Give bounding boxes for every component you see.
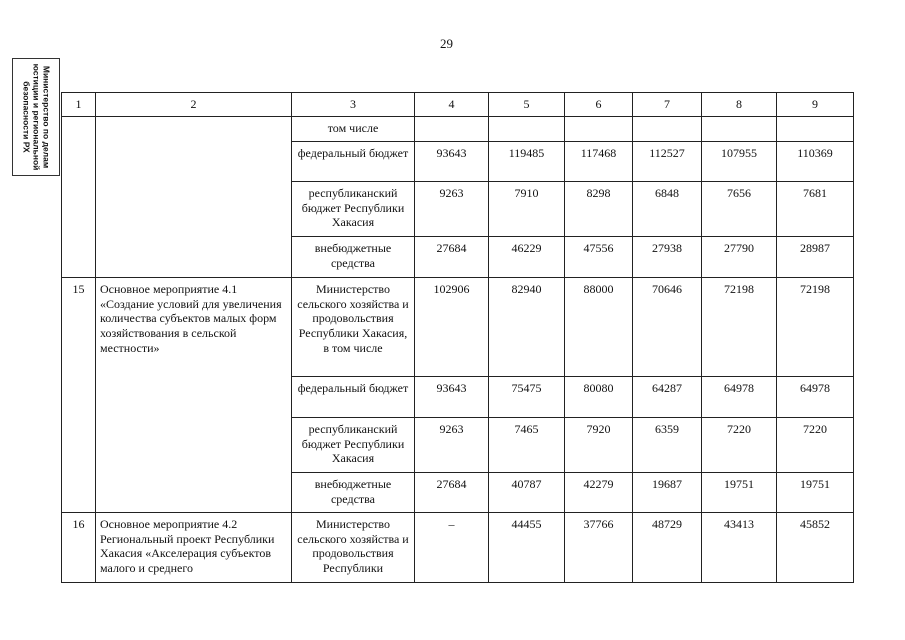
table-row (62, 278, 854, 377)
value-cell: 9263 (415, 182, 489, 237)
value-cell: 6359 (633, 418, 702, 473)
activity-name-cell: Основное мероприятие 4.2 Региональный проект Республики Хакасия «Акселерация субъектов малого и среднего (96, 513, 292, 583)
registration-stamp (12, 58, 60, 176)
value-cell: 107955 (702, 142, 777, 182)
value-cell: 93643 (415, 377, 489, 418)
table-row (62, 513, 854, 583)
value-cell: 112527 (633, 142, 702, 182)
funding-source-cell: Министерство сельского хозяйства и продовольствия Республики Хакасия, в том числе (292, 278, 415, 377)
value-cell: 75475 (489, 377, 565, 418)
row-number-cell: 16 (62, 513, 96, 583)
value-cell: 93643 (415, 142, 489, 182)
table-row (62, 117, 854, 142)
value-cell: 27684 (415, 237, 489, 278)
row-number-cell (62, 117, 96, 278)
value-cell: 6848 (633, 182, 702, 237)
funding-source-cell: федеральный бюджет (292, 377, 415, 418)
header-cell: 2 (96, 93, 292, 117)
value-cell: 119485 (489, 142, 565, 182)
funding-table (61, 92, 854, 583)
value-cell: 37766 (565, 513, 633, 583)
funding-source-cell: республиканский бюджет Республики Хакасия (292, 418, 415, 473)
stamp-line-1: Министерство по делам (41, 65, 52, 169)
header-cell: 3 (292, 93, 415, 117)
value-cell: 46229 (489, 237, 565, 278)
funding-source-cell: Министерство сельского хозяйства и продовольствия Республики (292, 513, 415, 583)
activity-name-cell (96, 117, 292, 278)
header-cell: 5 (489, 93, 565, 117)
value-cell: 28987 (777, 237, 854, 278)
value-cell: 9263 (415, 418, 489, 473)
value-cell: 7220 (777, 418, 854, 473)
value-cell: 7681 (777, 182, 854, 237)
value-cell: 110369 (777, 142, 854, 182)
value-cell: 72198 (702, 278, 777, 377)
value-cell: 7920 (565, 418, 633, 473)
header-row (62, 93, 854, 117)
funding-source-cell: республиканский бюджет Республики Хакасия (292, 182, 415, 237)
value-cell: 42279 (565, 473, 633, 513)
header-cell: 9 (777, 93, 854, 117)
header-cell: 8 (702, 93, 777, 117)
value-cell (489, 117, 565, 142)
value-cell (633, 117, 702, 142)
stamp-line-3: безопасности РХ (22, 81, 33, 153)
value-cell (777, 117, 854, 142)
value-cell: 70646 (633, 278, 702, 377)
page-number: 29 (440, 36, 453, 51)
value-cell: 48729 (633, 513, 702, 583)
value-cell: – (415, 513, 489, 583)
value-cell: 19751 (777, 473, 854, 513)
value-cell: 44455 (489, 513, 565, 583)
stamp-text (21, 60, 50, 174)
funding-source-cell: том числе (292, 117, 415, 142)
value-cell (415, 117, 489, 142)
value-cell: 43413 (702, 513, 777, 583)
value-cell: 27684 (415, 473, 489, 513)
value-cell: 7220 (702, 418, 777, 473)
value-cell (565, 117, 633, 142)
value-cell (702, 117, 777, 142)
value-cell: 19687 (633, 473, 702, 513)
header-cell: 7 (633, 93, 702, 117)
value-cell: 82940 (489, 278, 565, 377)
header-cell: 4 (415, 93, 489, 117)
funding-source-cell: внебюджетные средства (292, 473, 415, 513)
value-cell: 72198 (777, 278, 854, 377)
value-cell: 19751 (702, 473, 777, 513)
value-cell: 47556 (565, 237, 633, 278)
activity-name-cell: Основное мероприятие 4.1 «Создание условий для увеличения количества субъектов малых форм хозяйствования в сельской местности» (96, 278, 292, 513)
header-cell: 6 (565, 93, 633, 117)
value-cell: 40787 (489, 473, 565, 513)
value-cell: 7465 (489, 418, 565, 473)
row-number-cell: 15 (62, 278, 96, 513)
value-cell: 80080 (565, 377, 633, 418)
value-cell: 64287 (633, 377, 702, 418)
funding-source-cell: федеральный бюджет (292, 142, 415, 182)
value-cell: 8298 (565, 182, 633, 237)
value-cell: 64978 (702, 377, 777, 418)
value-cell: 102906 (415, 278, 489, 377)
value-cell: 27938 (633, 237, 702, 278)
value-cell: 117468 (565, 142, 633, 182)
value-cell: 64978 (777, 377, 854, 418)
stamp-line-2: юстиции и региональной (31, 63, 42, 171)
value-cell: 45852 (777, 513, 854, 583)
funding-source-cell: внебюджетные средства (292, 237, 415, 278)
value-cell: 88000 (565, 278, 633, 377)
value-cell: 7656 (702, 182, 777, 237)
value-cell: 7910 (489, 182, 565, 237)
value-cell: 27790 (702, 237, 777, 278)
header-cell: 1 (62, 93, 96, 117)
